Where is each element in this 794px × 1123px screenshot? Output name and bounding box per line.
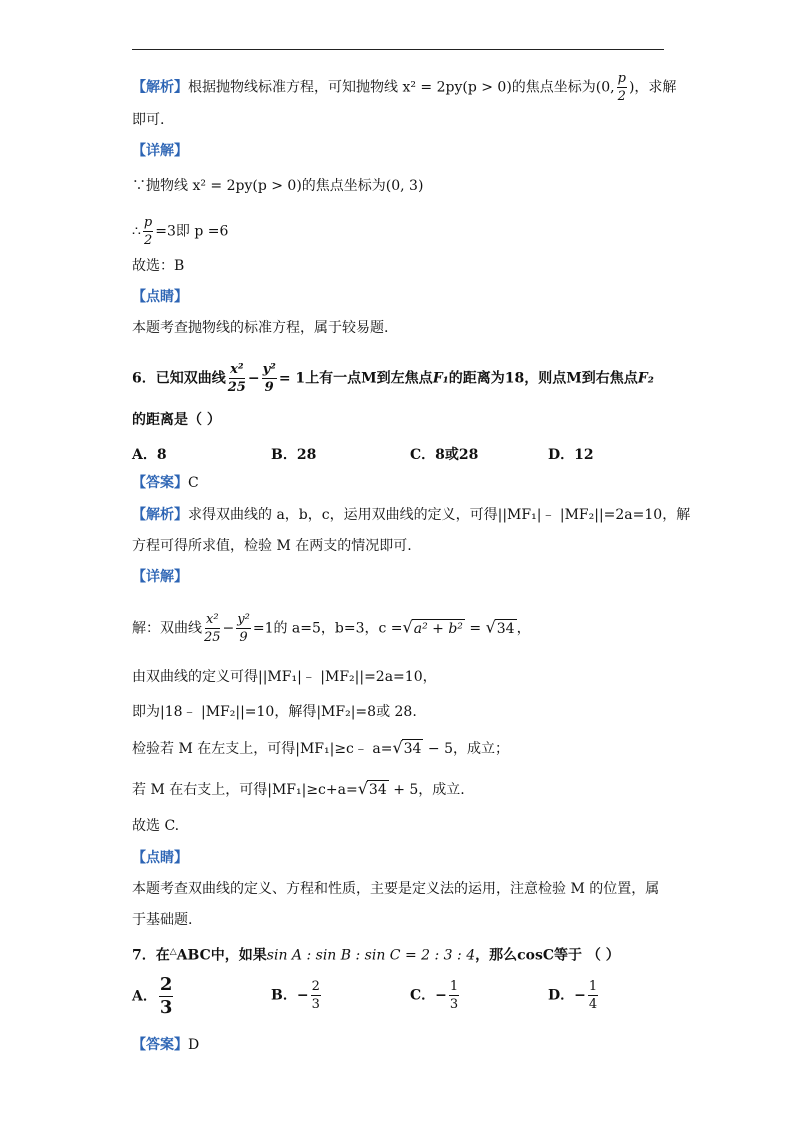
p-over-2-fraction	[143, 216, 153, 247]
q6-detail-tag: 【详解】	[132, 569, 188, 585]
fraction-numerator: y²	[237, 612, 250, 627]
q5-analysis-line1	[132, 72, 676, 103]
y2-over-9-fraction	[262, 363, 277, 394]
sqrt-34: 34	[368, 782, 387, 798]
q7-prefix: 7．在	[132, 947, 170, 964]
q7-option-d[interactable]	[548, 980, 600, 1011]
q5-answer-line: 故选：B	[132, 258, 185, 274]
option-label: A．	[132, 988, 157, 1005]
header-rule	[132, 49, 664, 50]
y2-over-9-fraction	[236, 613, 251, 644]
option-fraction	[588, 980, 598, 1011]
x2-over-25-fraction	[228, 363, 246, 394]
sqrt-symbol: √	[357, 779, 368, 798]
q6-detail-line4	[132, 739, 509, 758]
q6-comment-line2: 于基础题.	[132, 912, 193, 928]
q7-option-a[interactable]	[132, 976, 175, 1017]
q6-detail-line1	[132, 613, 531, 644]
minus-sign: −	[247, 370, 260, 387]
p-over-2-fraction	[617, 72, 627, 103]
coord-open: (0,	[595, 79, 615, 96]
q7-suffix: ，那么cosC等于 （ ）	[475, 947, 620, 964]
option-fraction	[311, 980, 321, 1011]
q5-analysis-line2: 即可.	[132, 112, 165, 128]
fraction-numerator: x²	[206, 612, 219, 627]
fraction-denominator: 3	[449, 997, 459, 1012]
coord-close: )	[628, 79, 635, 96]
fraction-denominator: 2	[143, 233, 153, 248]
detail-mid: =1的 a=5，b=3，c =	[252, 620, 403, 637]
x2-over-25-fraction	[204, 613, 221, 644]
q7-option-c[interactable]	[410, 980, 461, 1011]
q6-option-c[interactable]: C．8或28	[410, 447, 479, 463]
fraction-numerator: 1	[449, 979, 459, 994]
q6-comment-line1: 本题考查双曲线的定义、方程和性质，主要是定义法的运用，注意检验 M 的位置，属	[132, 881, 660, 897]
fraction-denominator: 3	[159, 997, 173, 1018]
q5-comment-tag: 【点睛】	[132, 289, 188, 305]
fraction-numerator: 1	[588, 979, 598, 994]
q6-answer-line	[132, 474, 199, 492]
fraction-denominator: 4	[588, 997, 598, 1012]
q6-detail-line2: 由双曲线的定义可得||MF₁|﹣ |MF₂||=2a=10，	[132, 669, 437, 685]
option-fraction	[159, 976, 174, 1017]
q5-detail-line2	[132, 216, 228, 247]
analysis-tag: 【解析】	[132, 507, 188, 523]
fraction-numerator: 2	[159, 974, 173, 995]
fraction-numerator: x²	[230, 362, 244, 377]
q7-question-line	[132, 943, 620, 965]
q6-option-d[interactable]: D．12	[548, 447, 594, 463]
q6-detail-line5	[132, 780, 465, 799]
detail-prefix: 解：双曲线	[132, 620, 202, 637]
therefore-symbol: ∴	[132, 223, 141, 240]
q6-analysis-text: 求得双曲线的 a，b，c，运用双曲线的定义，可得||MF₁|﹣ |MF₂||=2a=10，解	[188, 507, 691, 523]
analysis-tag: 【解析】	[132, 79, 188, 96]
q5-analysis-text2: ，求解	[634, 79, 677, 96]
fraction-numerator: p	[143, 215, 153, 230]
detail-l5-end: + 5，成立.	[388, 782, 465, 798]
q6-mid: 上有一点M到左焦点	[305, 370, 433, 387]
sqrt-symbol: √	[402, 617, 413, 637]
q6-prefix: 6．已知双曲线	[132, 370, 226, 387]
detail-l4-pre: 检验若 M 在左支上，可得|MF₁|≥c﹣ a=	[132, 741, 393, 757]
q6-detail-line3: 即为|18﹣ |MF₂||=10，解得|MF₂|=8或 28.	[132, 704, 417, 720]
answer-tag: 【答案】	[132, 475, 188, 491]
q6-option-a[interactable]: A．8	[132, 447, 167, 463]
equals-one: = 1	[278, 370, 306, 387]
option-label: C．−	[410, 987, 447, 1004]
q6-option-b[interactable]: B．28	[271, 447, 317, 463]
sqrt-a2-b2: a² + b²	[413, 620, 463, 637]
q7-abc: ABC中，如果	[176, 947, 267, 964]
answer-tag: 【答案】	[132, 1037, 188, 1053]
q6-question-line2: 的距离是（ ）	[132, 412, 221, 428]
detail-l5-pre: 若 M 在右支上，可得|MF₁|≥c+a=	[132, 782, 358, 798]
answer-value: D	[188, 1037, 200, 1053]
fraction-denominator: 2	[617, 89, 626, 104]
sqrt-symbol: √	[485, 617, 496, 637]
fraction-numerator: 2	[311, 979, 320, 994]
q6-analysis-line1	[132, 506, 690, 524]
equals-sign: =	[464, 620, 486, 637]
q7-option-b[interactable]	[271, 980, 323, 1011]
q5-analysis-text: 根据抛物线标准方程，可知抛物线 x² = 2py(p > 0)的焦点坐标为	[188, 79, 596, 96]
q5-detail-line1: ∵抛物线 x² = 2py(p > 0)的焦点坐标为(0, 3)	[132, 178, 424, 194]
fraction-denominator: 9	[239, 630, 248, 645]
detail-end: ，	[516, 620, 531, 637]
fraction-numerator: y²	[262, 362, 276, 377]
sine-ratio: sin A : sin B : sin C = 2 : 3 : 4	[266, 947, 476, 964]
q5-comment-text: 本题考查抛物线的标准方程，属于较易题.	[132, 320, 389, 336]
q6-comment-tag: 【点睛】	[132, 850, 188, 866]
sqrt-34: 34	[496, 620, 515, 637]
focus-f2: F₂	[637, 370, 654, 387]
option-label: D．−	[548, 987, 586, 1004]
sqrt-34: 34	[403, 741, 422, 757]
q6-analysis-line2: 方程可得所求值，检验 M 在两支的情况即可.	[132, 538, 412, 554]
fraction-denominator: 3	[311, 997, 320, 1012]
q5-detail-rest: =3即 p =6	[155, 223, 229, 240]
fraction-numerator: p	[617, 71, 626, 86]
minus-sign: −	[222, 620, 235, 637]
fraction-denominator: 9	[264, 380, 274, 395]
sqrt-symbol: √	[392, 738, 403, 757]
fraction-denominator: 25	[204, 630, 221, 645]
detail-l4-end: − 5，成立；	[423, 741, 510, 757]
focus-f1: F₁	[432, 370, 449, 387]
q7-answer-line	[132, 1036, 199, 1054]
q6-question-line1	[132, 363, 654, 394]
q5-detail-tag: 【详解】	[132, 143, 188, 159]
answer-value: C	[188, 475, 199, 491]
q6-detail-line6: 故选 C.	[132, 818, 180, 834]
option-fraction	[449, 980, 459, 1011]
fraction-denominator: 25	[227, 380, 246, 395]
q6-mid2: 的距离为18，则点M到右焦点	[448, 370, 638, 387]
option-label: B．−	[271, 987, 309, 1004]
triangle-icon: △	[169, 947, 177, 957]
